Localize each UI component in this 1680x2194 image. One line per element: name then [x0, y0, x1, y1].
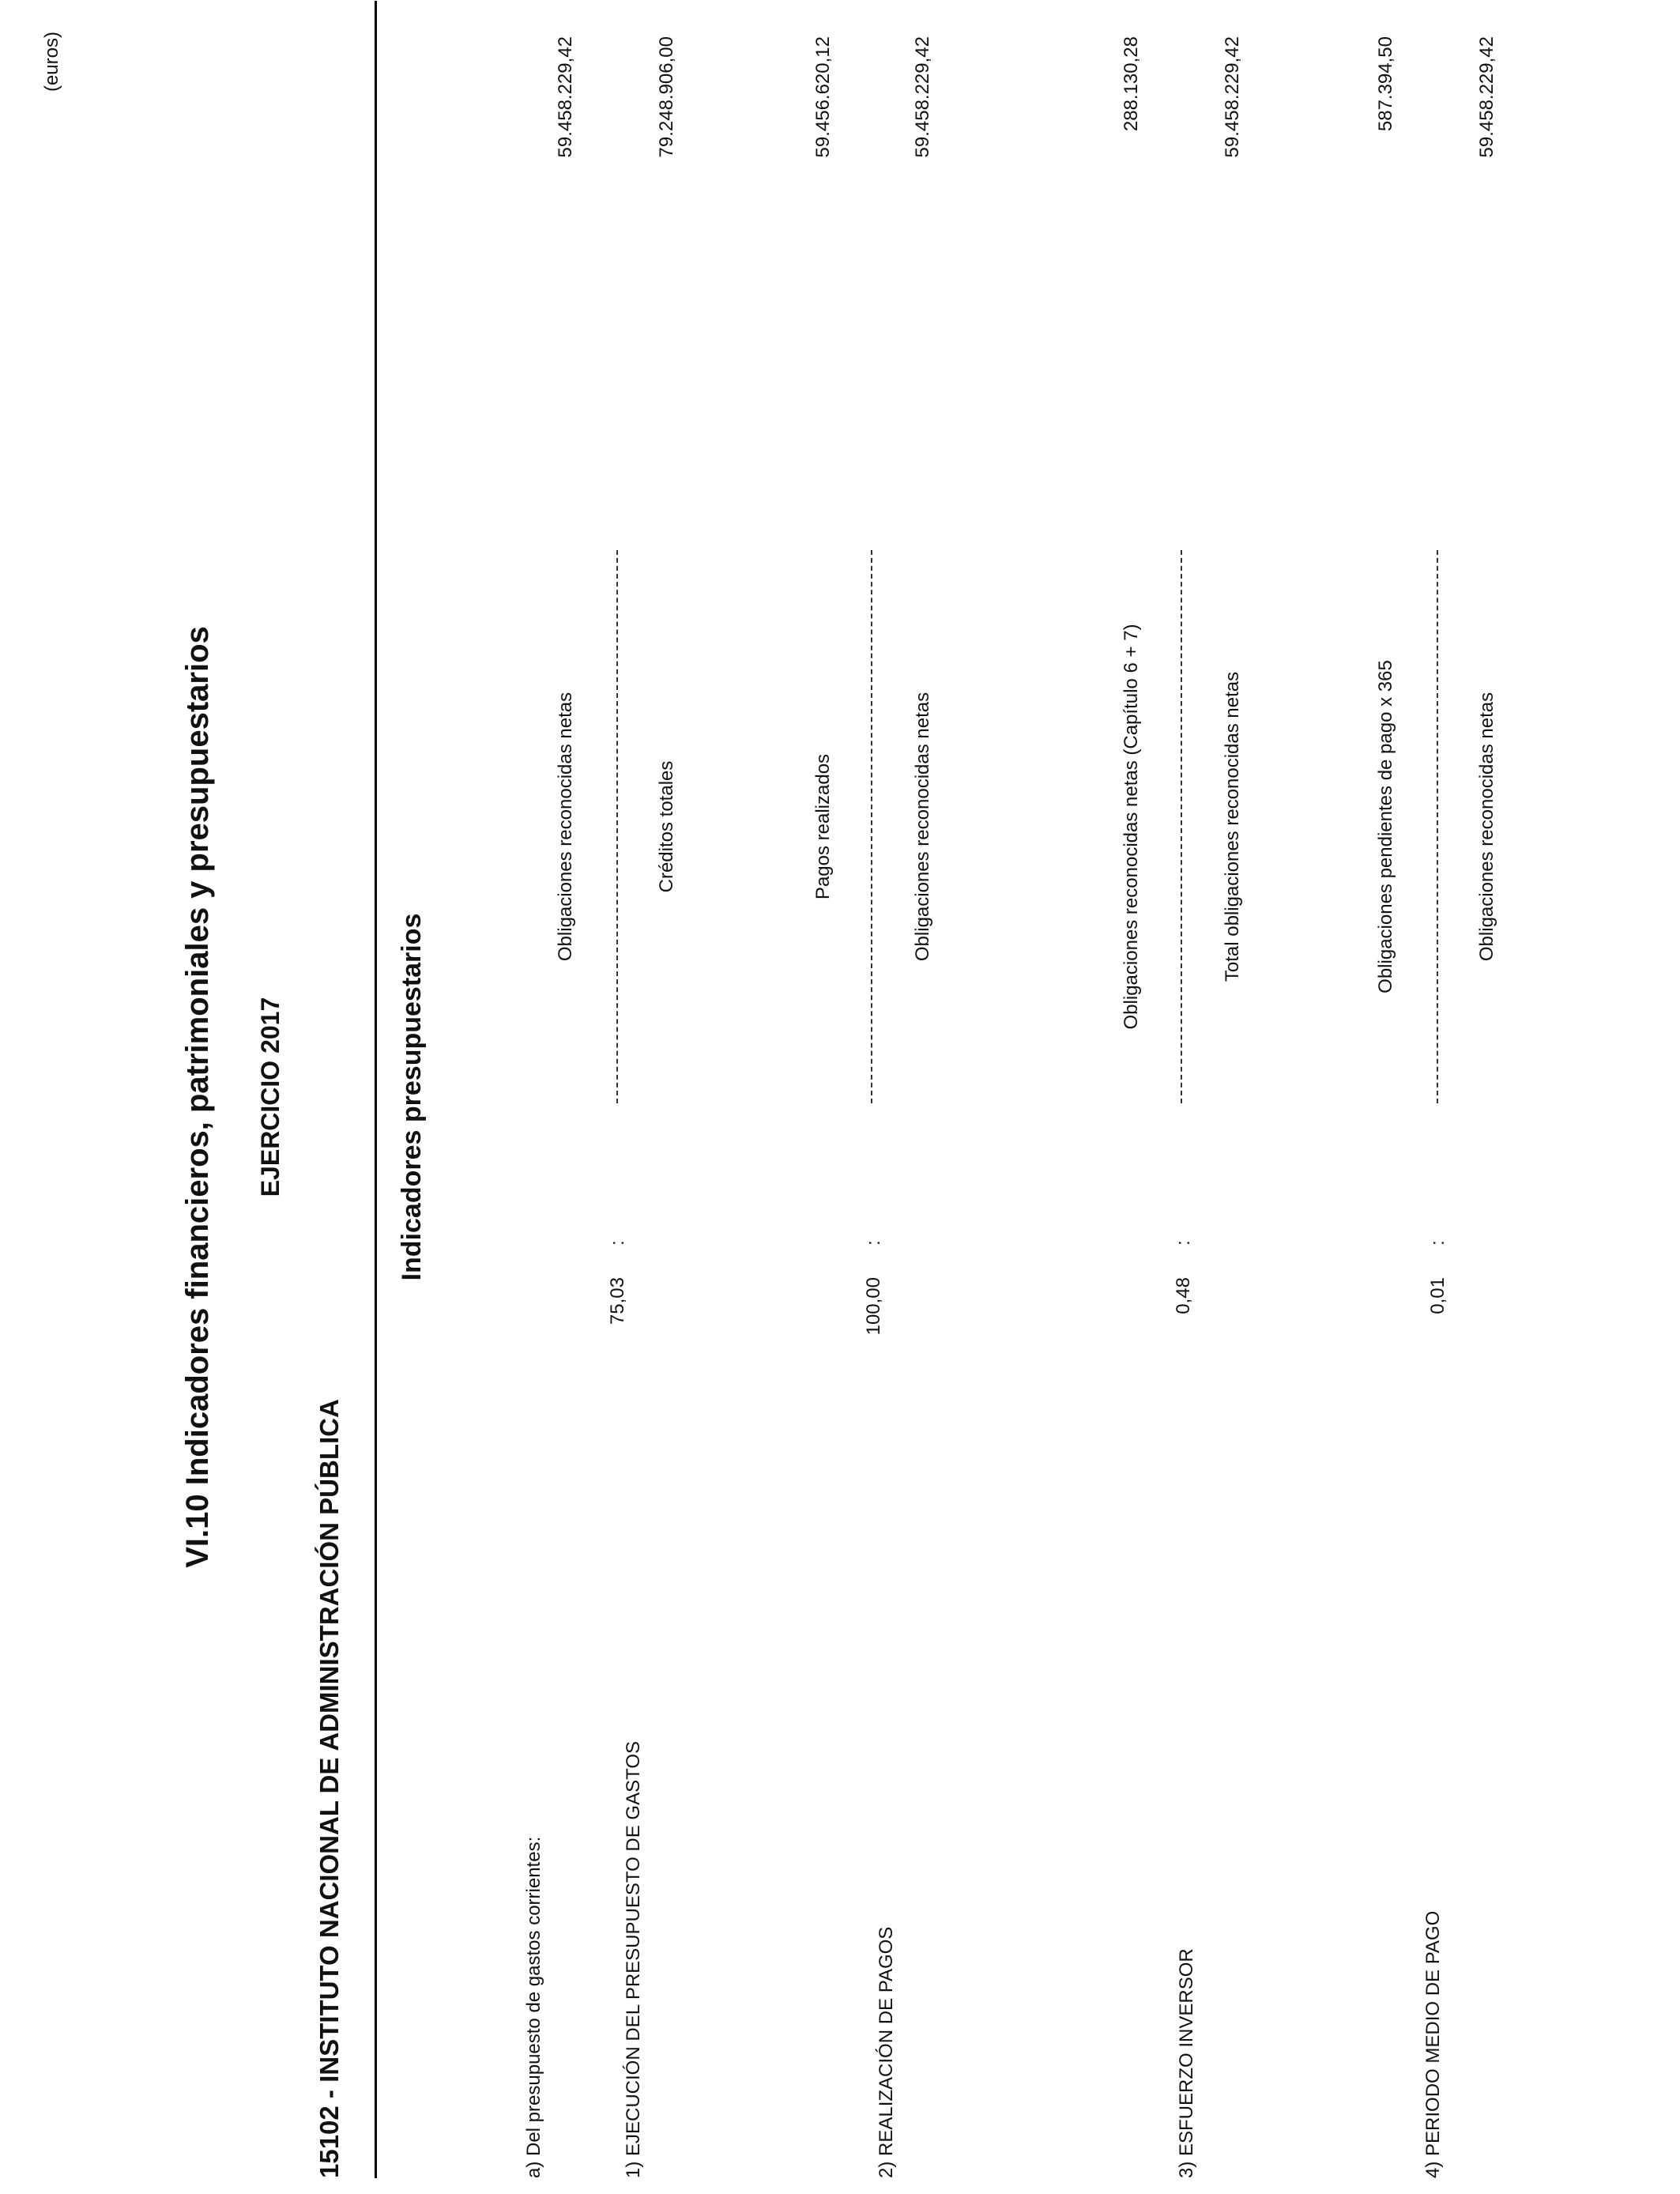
document-title: VI.10 Indicadores financieros, patrimoniales y presupuestarios — [180, 626, 215, 1568]
indicator-2-label: 2) REALIZACIÓN DE PAGOS — [876, 1926, 897, 2178]
indicator-4-value: 0,01 — [1427, 1277, 1448, 1314]
indicator-1-colon: : — [607, 1240, 628, 1246]
fiscal-year-heading: EJERCICIO 2017 — [256, 997, 284, 1197]
indicator-1-numerator-label: Obligaciones reconocidas netas — [555, 692, 576, 962]
indicator-1-denominator-label: Créditos totales — [656, 760, 677, 893]
indicator-4-denominator-amount: 59.458.229,42 — [1476, 36, 1497, 158]
top-rule — [375, 1, 377, 2178]
indicator-1-label: 1) EJECUCIÓN DEL PRESUPUESTO DE GASTOS — [623, 1740, 644, 2178]
indicator-3-label: 3) ESFUERZO INVERSOR — [1176, 1948, 1197, 2178]
indicator-2-denominator-label: Obligaciones reconocidas netas — [912, 692, 933, 962]
indicator-4-numerator-label: Obligaciones pendientes de pago x 365 — [1375, 660, 1396, 993]
indicator-4-numerator-amount: 587.394,50 — [1375, 36, 1396, 132]
indicator-3-numerator-label: Obligaciones reconocidas netas (Capítulo 6 + 7) — [1121, 624, 1142, 1030]
indicator-2-value: 100,00 — [863, 1277, 884, 1336]
indicator-4-label: 4) PERIODO MEDIO DE PAGO — [1422, 1910, 1444, 2178]
indicator-3-denominator-label: Total obligaciones reconocidas netas — [1222, 671, 1243, 982]
indicator-3-denominator-amount: 59.458.229,42 — [1222, 36, 1243, 158]
indicator-1-numerator-amount: 59.458.229,42 — [555, 36, 576, 158]
indicator-1-value: 75,03 — [607, 1277, 628, 1325]
indicator-2-numerator-amount: 59.456.620,12 — [812, 36, 834, 158]
indicator-2-fraction-line — [871, 550, 872, 1103]
section-title: Indicadores presupuestarios — [397, 913, 427, 1281]
indicator-2-colon: : — [863, 1240, 884, 1246]
indicator-3-colon: : — [1173, 1240, 1194, 1246]
units-label: (euros) — [41, 32, 62, 92]
indicator-1-denominator-amount: 79.248.906,00 — [656, 36, 677, 158]
indicator-4-fraction-line — [1437, 550, 1438, 1103]
indicator-2-denominator-amount: 59.458.229,42 — [912, 36, 933, 158]
subsection-label: a) Del presupuesto de gastos corrientes: — [523, 1836, 544, 2178]
indicator-3-numerator-amount: 288.130,28 — [1121, 36, 1142, 132]
indicator-4-denominator-label: Obligaciones reconocidas netas — [1476, 692, 1497, 962]
indicator-3-fraction-line — [1181, 550, 1182, 1103]
entity-heading: 15102 - INSTITUTO NACIONAL DE ADMINISTRACIÓN PÚBLICA — [315, 1399, 344, 2178]
indicator-3-value: 0,48 — [1173, 1277, 1194, 1314]
indicator-2-numerator-label: Pagos realizados — [812, 753, 834, 900]
indicator-4-colon: : — [1427, 1240, 1448, 1246]
indicator-1-fraction-line — [616, 550, 618, 1103]
